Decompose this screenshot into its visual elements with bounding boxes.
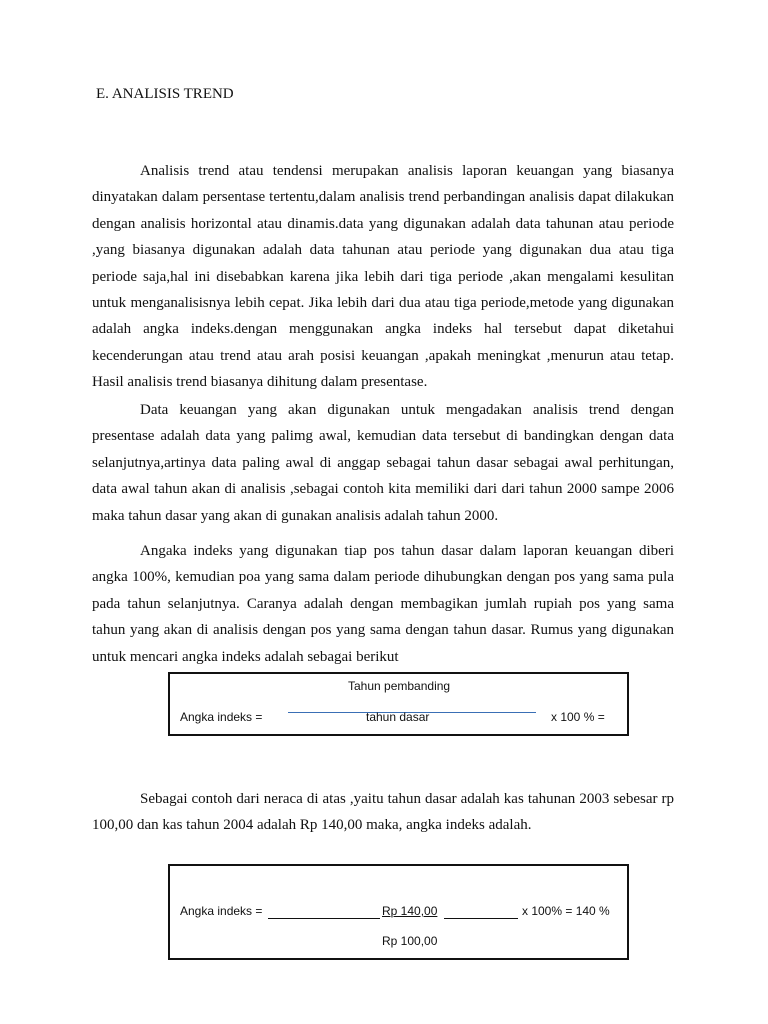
- paragraph-angka-indeks: Angaka indeks yang digunakan tiap pos tahun dasar dalam laporan keuangan diberi angka 100%, kemudian poa yang sama dalam periode dihubungkan dengan pos yang sama pula pada tahun selanjutnya. Caranya adalah dengan membagikan jumlah rupiah pos yang sama tahun yang akan di analisis dengan pos yang sama dengan tahun dasar. Rumus yang digunakan untuk mencari angka indeks adalah sebagai berikut: [92, 543, 674, 665]
- paragraph-intro: Analisis trend atau tendensi merupakan analisis laporan keuangan yang biasanya dinyatakan dalam persentase tertentu,dalam analisis trend perbandingan analisis dapat dilakukan dengan analisis horizontal atau dinamis.data yang digunakan adalah data tahunan atau periode ,yang biasanya digunakan adalah data tahunan atau periode yang digunakan dua atau tiga periode saja,hal ini disebabkan karena jika lebih dari tiga periode ,akan mengalami kesulitan untuk menganalisisnya lebih cepat. Jika lebih dari dua atau tiga periode,metode yang digunakan adalah angka indeks.dengan menggunakan angka indeks hal tersebut dapat diketahui kecenderungan atau trend atau arah posisi keuangan ,apakah meningkat ,menurun atau tetap. Hasil analisis trend biasanya dihitung dalam presentase.: [92, 163, 674, 391]
- formula-label: Angka indeks =: [180, 710, 263, 724]
- example-denominator: Rp 100,00: [382, 934, 438, 948]
- formula-denominator: tahun dasar: [366, 710, 430, 724]
- section-heading: E. ANALISIS TREND: [96, 86, 234, 102]
- example-fraction-line-right: [444, 918, 518, 919]
- example-box: [168, 864, 629, 960]
- paragraph-data-keuangan: Data keuangan yang akan digunakan untuk mengadakan analisis trend dengan presentase adalah data yang palimg awal, kemudian data tersebut di bandingkan dengan data selanjutnya,artinya data paling awal di anggap sebagai tahun dasar sebagai awal perhitungan, data awal tahun akan di analisis ,sebagai contoh kita memiliki dari dari tahun 2000 sampe 2006 maka tahun dasar yang akan di gunakan analisis adalah tahun 2000.: [92, 402, 674, 524]
- paragraph-contoh: Sebagai contoh dari neraca di atas ,yaitu tahun dasar adalah kas tahunan 2003 sebesar rp 100,00 dan kas tahun 2004 adalah Rp 140,00 maka, angka indeks adalah.: [92, 791, 674, 834]
- example-fraction-line-left: [268, 918, 380, 919]
- formula-numerator: Tahun pembanding: [348, 679, 451, 693]
- example-label: Angka indeks =: [180, 904, 263, 918]
- example-multiplier: x 100% = 140 %: [522, 904, 610, 918]
- formula-multiplier: x 100 % =: [551, 710, 605, 724]
- formula-box: [168, 672, 629, 736]
- example-numerator: Rp 140,00: [382, 904, 438, 918]
